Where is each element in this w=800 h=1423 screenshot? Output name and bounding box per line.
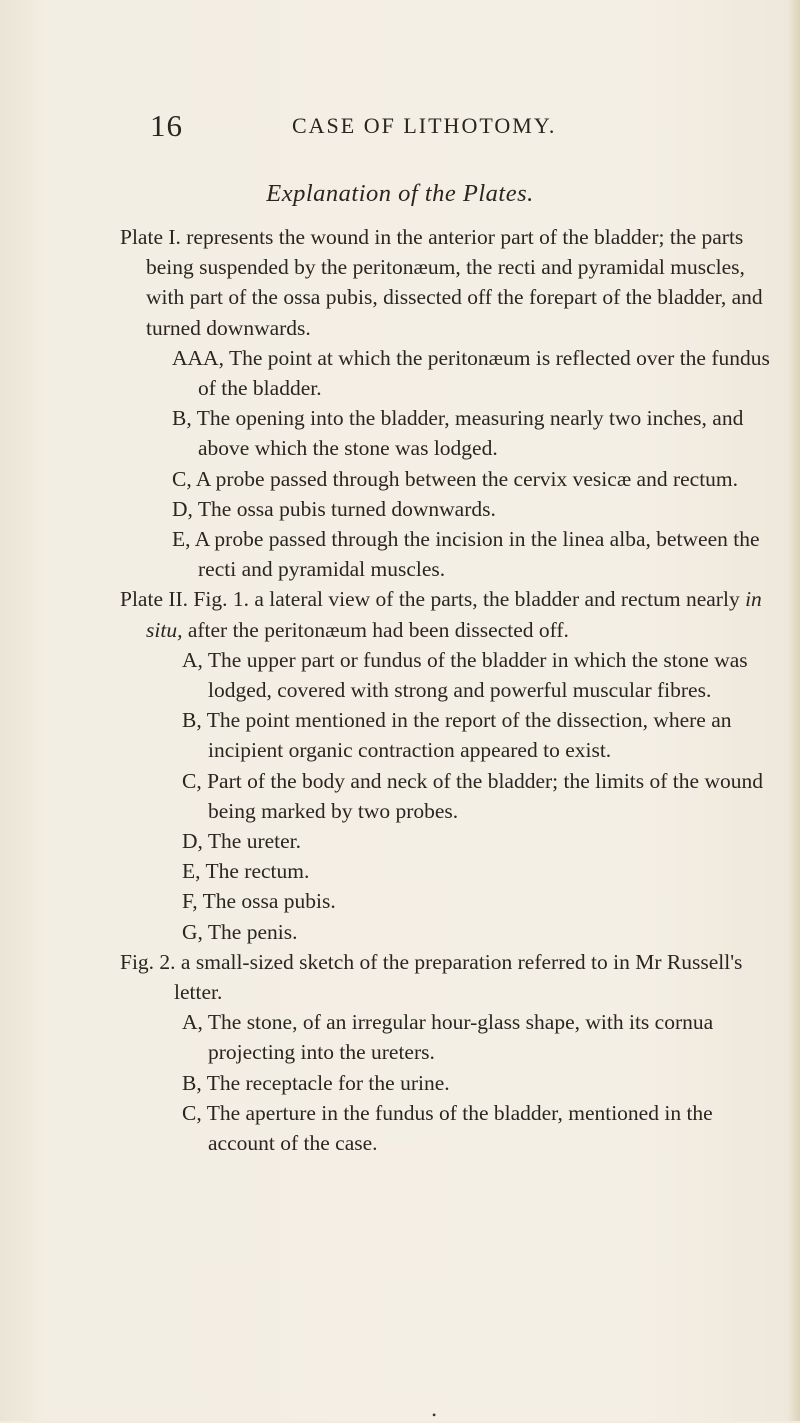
running-head: CASE OF LITHOTOMY. (292, 113, 557, 138)
plate-2-intro-italic: in situ, (146, 587, 762, 642)
plate-2-item-b: B, The point mentioned in the report of the dissection, where an incipient organic contraction appeared to exist. (182, 708, 732, 763)
fig-2-item-c: C, The aperture in the fundus of the bladder, mentioned in the account of the case. (182, 1100, 713, 1156)
plate-1-item-aaa: AAA, The point at which the peritonæum is reflected over the fundus of the bladder. (172, 345, 770, 401)
plate-2-item-g: G, The penis. (182, 919, 298, 944)
footer-mark: • (432, 1408, 437, 1422)
plate-2-intro (120, 584, 770, 644)
plate-1-intro: Plate I. represents the wound in the anterior part of the bladder; the parts being suspended by the peritonæum, the recti and pyramidal muscles, with part of the ossa pubis, dissected off the forepart of the bladder, and turned downwards. (120, 225, 763, 340)
fig-2-item-b: B, The receptacle for the urine. (182, 1070, 450, 1095)
plates-explanation (120, 222, 770, 1158)
plate-2-item-c: C, Part of the body and neck of the bladder; the limits of the wound being marked by two probes. (182, 768, 763, 823)
plate-2-item-d: D, The ureter. (182, 829, 302, 854)
plate-2-item-a: A, The upper part or fundus of the bladder in which the stone was lodged, covered with strong and powerful muscular fibres. (182, 647, 748, 703)
plate-1-item-d: D, The ossa pubis turned downwards. (172, 496, 496, 521)
plate-1-item-e: E, A probe passed through the incision in the linea alba, between the recti and pyramidal muscles. (172, 527, 760, 582)
plate-2-item-f: F, The ossa pubis. (182, 889, 336, 914)
plate-1-item-c: C, A probe passed through between the cervix vesicæ and rectum. (172, 466, 739, 491)
page-number: 16 (150, 108, 183, 143)
plate-1-item-b: B, The opening into the bladder, measuring nearly two inches, and above which the stone was lodged. (172, 406, 744, 461)
plate-2-intro-text: Plate II. Fig. 1. a lateral view of the parts, the bladder and rectum nearly (120, 587, 746, 612)
page-header (0, 108, 800, 148)
section-title: Explanation of the Plates. (266, 180, 534, 207)
page-edge-shadow (788, 0, 800, 1421)
fig-2-intro: Fig. 2. a small-sized sketch of the preparation referred to in Mr Russell's letter. (120, 949, 743, 1005)
plate-2-intro-text-end: after the peritonæum had been dissected off. (182, 617, 569, 642)
fig-2-item-a: A, The stone, of an irregular hour-glass shape, with its cornua projecting into the ureters. (182, 1010, 714, 1065)
plate-2-item-e: E, The rectum. (182, 859, 310, 884)
